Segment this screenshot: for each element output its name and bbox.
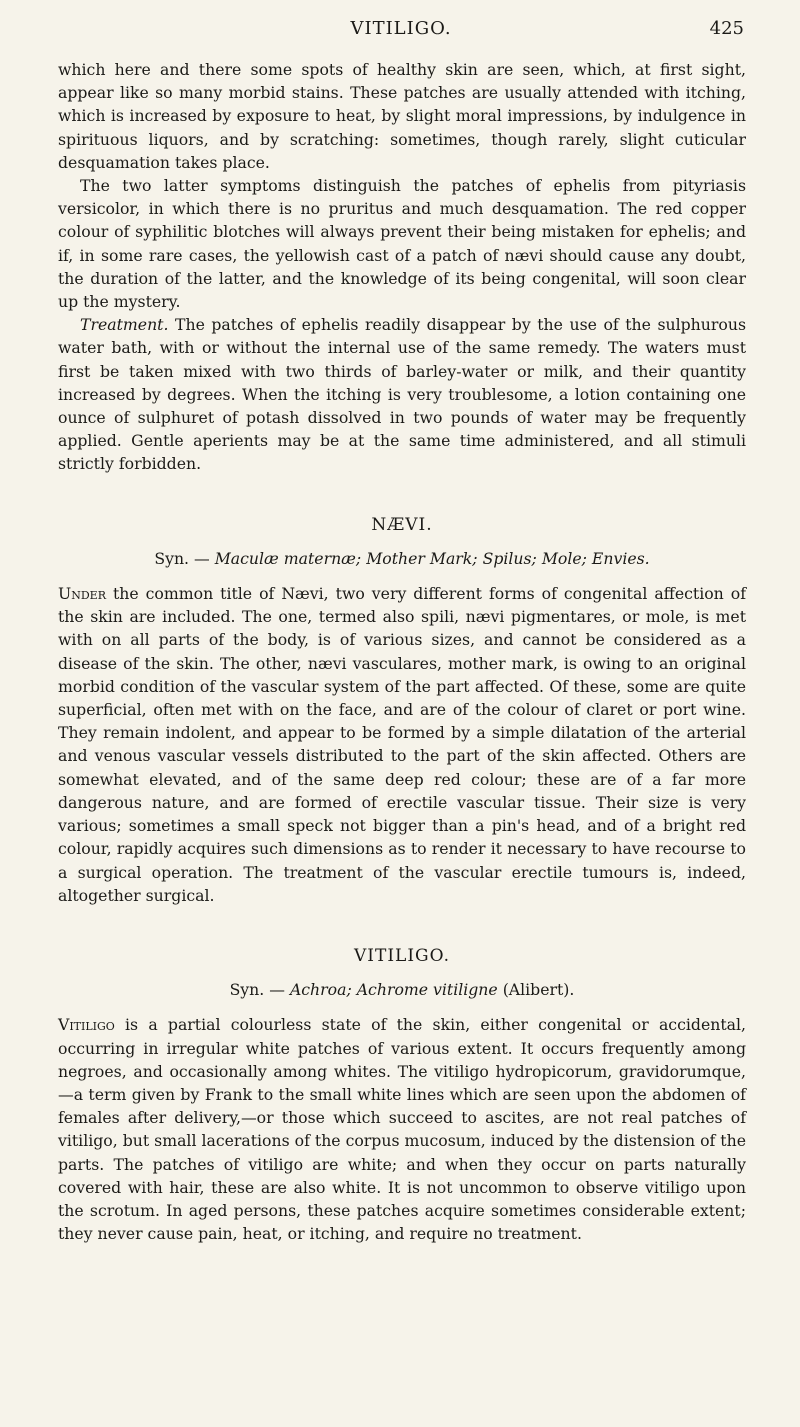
vitiligo-body: is a partial colourless state of the skin, either congenital or accidental, occurring in irregular white patches of various extent. It occurs frequently among negroes, and occasionally among whites. The vitiligo hydropicorum, gravidorumque,—a term given by Frank to the small white lines which are seen upon the abdomen of females after delivery,—or those which succeed to ascites, are not real patches of vitiligo, but small lacerations of the corpus mucosum, induced by the distension of the parts. The patches of vitiligo are white; and when they occur on parts naturally covered with hair, these are also white. It is not uncommon to observe vitiligo upon the scrotum. In aged persons, these patches acquire sometimes considerable extent; they never cause pain, heat, or itching, and require no treatment.: [58, 1015, 746, 1244]
vitiligo-syn-label: Syn. —: [229, 980, 285, 1000]
treatment-lead: Treatment.: [80, 315, 169, 335]
treatment-body: The patches of ephelis readily disappear by the use of the sulphurous water bath, with or without the internal use of the same remedy. The waters must first be taken mixed with two thirds of barley-water or milk, and their quantity increased by degrees. When the itching is very troublesome, a lotion containing one ounce of sulphuret of potash dissolved in two pounds of water may be frequently applied. Gentle aperients may be at the same time administered, and all stimuli strictly forbidden.: [58, 315, 746, 474]
naevi-syn-label: Syn. —: [154, 548, 210, 568]
naevi-syn-terms: Maculæ maternæ; Mother Mark; Spilus; Mole; Envies.: [214, 548, 650, 568]
naevi-synonyms: [58, 547, 746, 570]
naevi-paragraph: [58, 582, 746, 907]
vitiligo-heading: VITILIGO.: [354, 945, 450, 966]
vitiligo-paragraph: [58, 1013, 746, 1245]
vitiligo-synonyms: [58, 978, 746, 1001]
page-header: [58, 18, 744, 48]
vitiligo-lead: Vitiligo: [58, 1015, 115, 1035]
paragraph-continued: which here and there some spots of healthy skin are seen, which, at first sight, appear like so many morbid stains. These patches are usually attended with itching, which is increased by exposure to heat, by slight moral impressions, by indulgence in spirituous liquors, and by scratching: sometimes, though rarely, slight cuticular desquamation takes place.: [58, 60, 746, 172]
vitiligo-syn-attribution: (Alibert).: [497, 980, 575, 1000]
naevi-heading: NÆVI.: [371, 514, 433, 535]
naevi-lead: Under: [58, 584, 106, 604]
paragraph-treatment: [58, 313, 746, 475]
naevi-body: the common title of Nævi, two very different forms of congenital affection of the skin are included. The one, termed also spili, nævi pigmentares, or mole, is met with on all parts of the body, is of various sizes, and cannot be considered as a disease of the skin. The other, nævi vasculares, mother mark, is owing to an original morbid condition of the vascular system of the part affected. Of these, some are quite superficial, often met with on the face, and are of the colour of claret or port wine. They remain indolent, and appear to be formed by a simple dilatation of the arterial and venous vascular vessels distributed to the part of the skin affected. Others are somewhat elevated, and of the same deep red colour; these are of a far more dangerous nature, and are formed of erectile vascular tissue. Their size is very various; sometimes a small speck not bigger than a pin's head, and of a bright red colour, rapidly acquires such dimensions as to render it necessary to have recourse to a surgical operation. The treatment of the vascular erectile tumours is, indeed, altogether surgical.: [58, 584, 746, 905]
vitiligo-syn-terms: Achroa; Achrome vitiligne: [289, 980, 498, 1000]
running-title: VITILIGO.: [350, 18, 452, 39]
body-text: [58, 58, 746, 1245]
paragraph-diagnosis: The two latter symptoms distinguish the patches of ephelis from pityriasis versicolor, in which there is no pruritus and much desquamation. The red copper colour of syphilitic blotches will always prevent their being mistaken for ephelis; and if, in some rare cases, the yellowish cast of a patch of nævi should cause any doubt, the duration of the latter, and the knowledge of its being congenital, will soon clear up the mystery.: [58, 176, 746, 312]
page-number: 425: [709, 18, 744, 39]
